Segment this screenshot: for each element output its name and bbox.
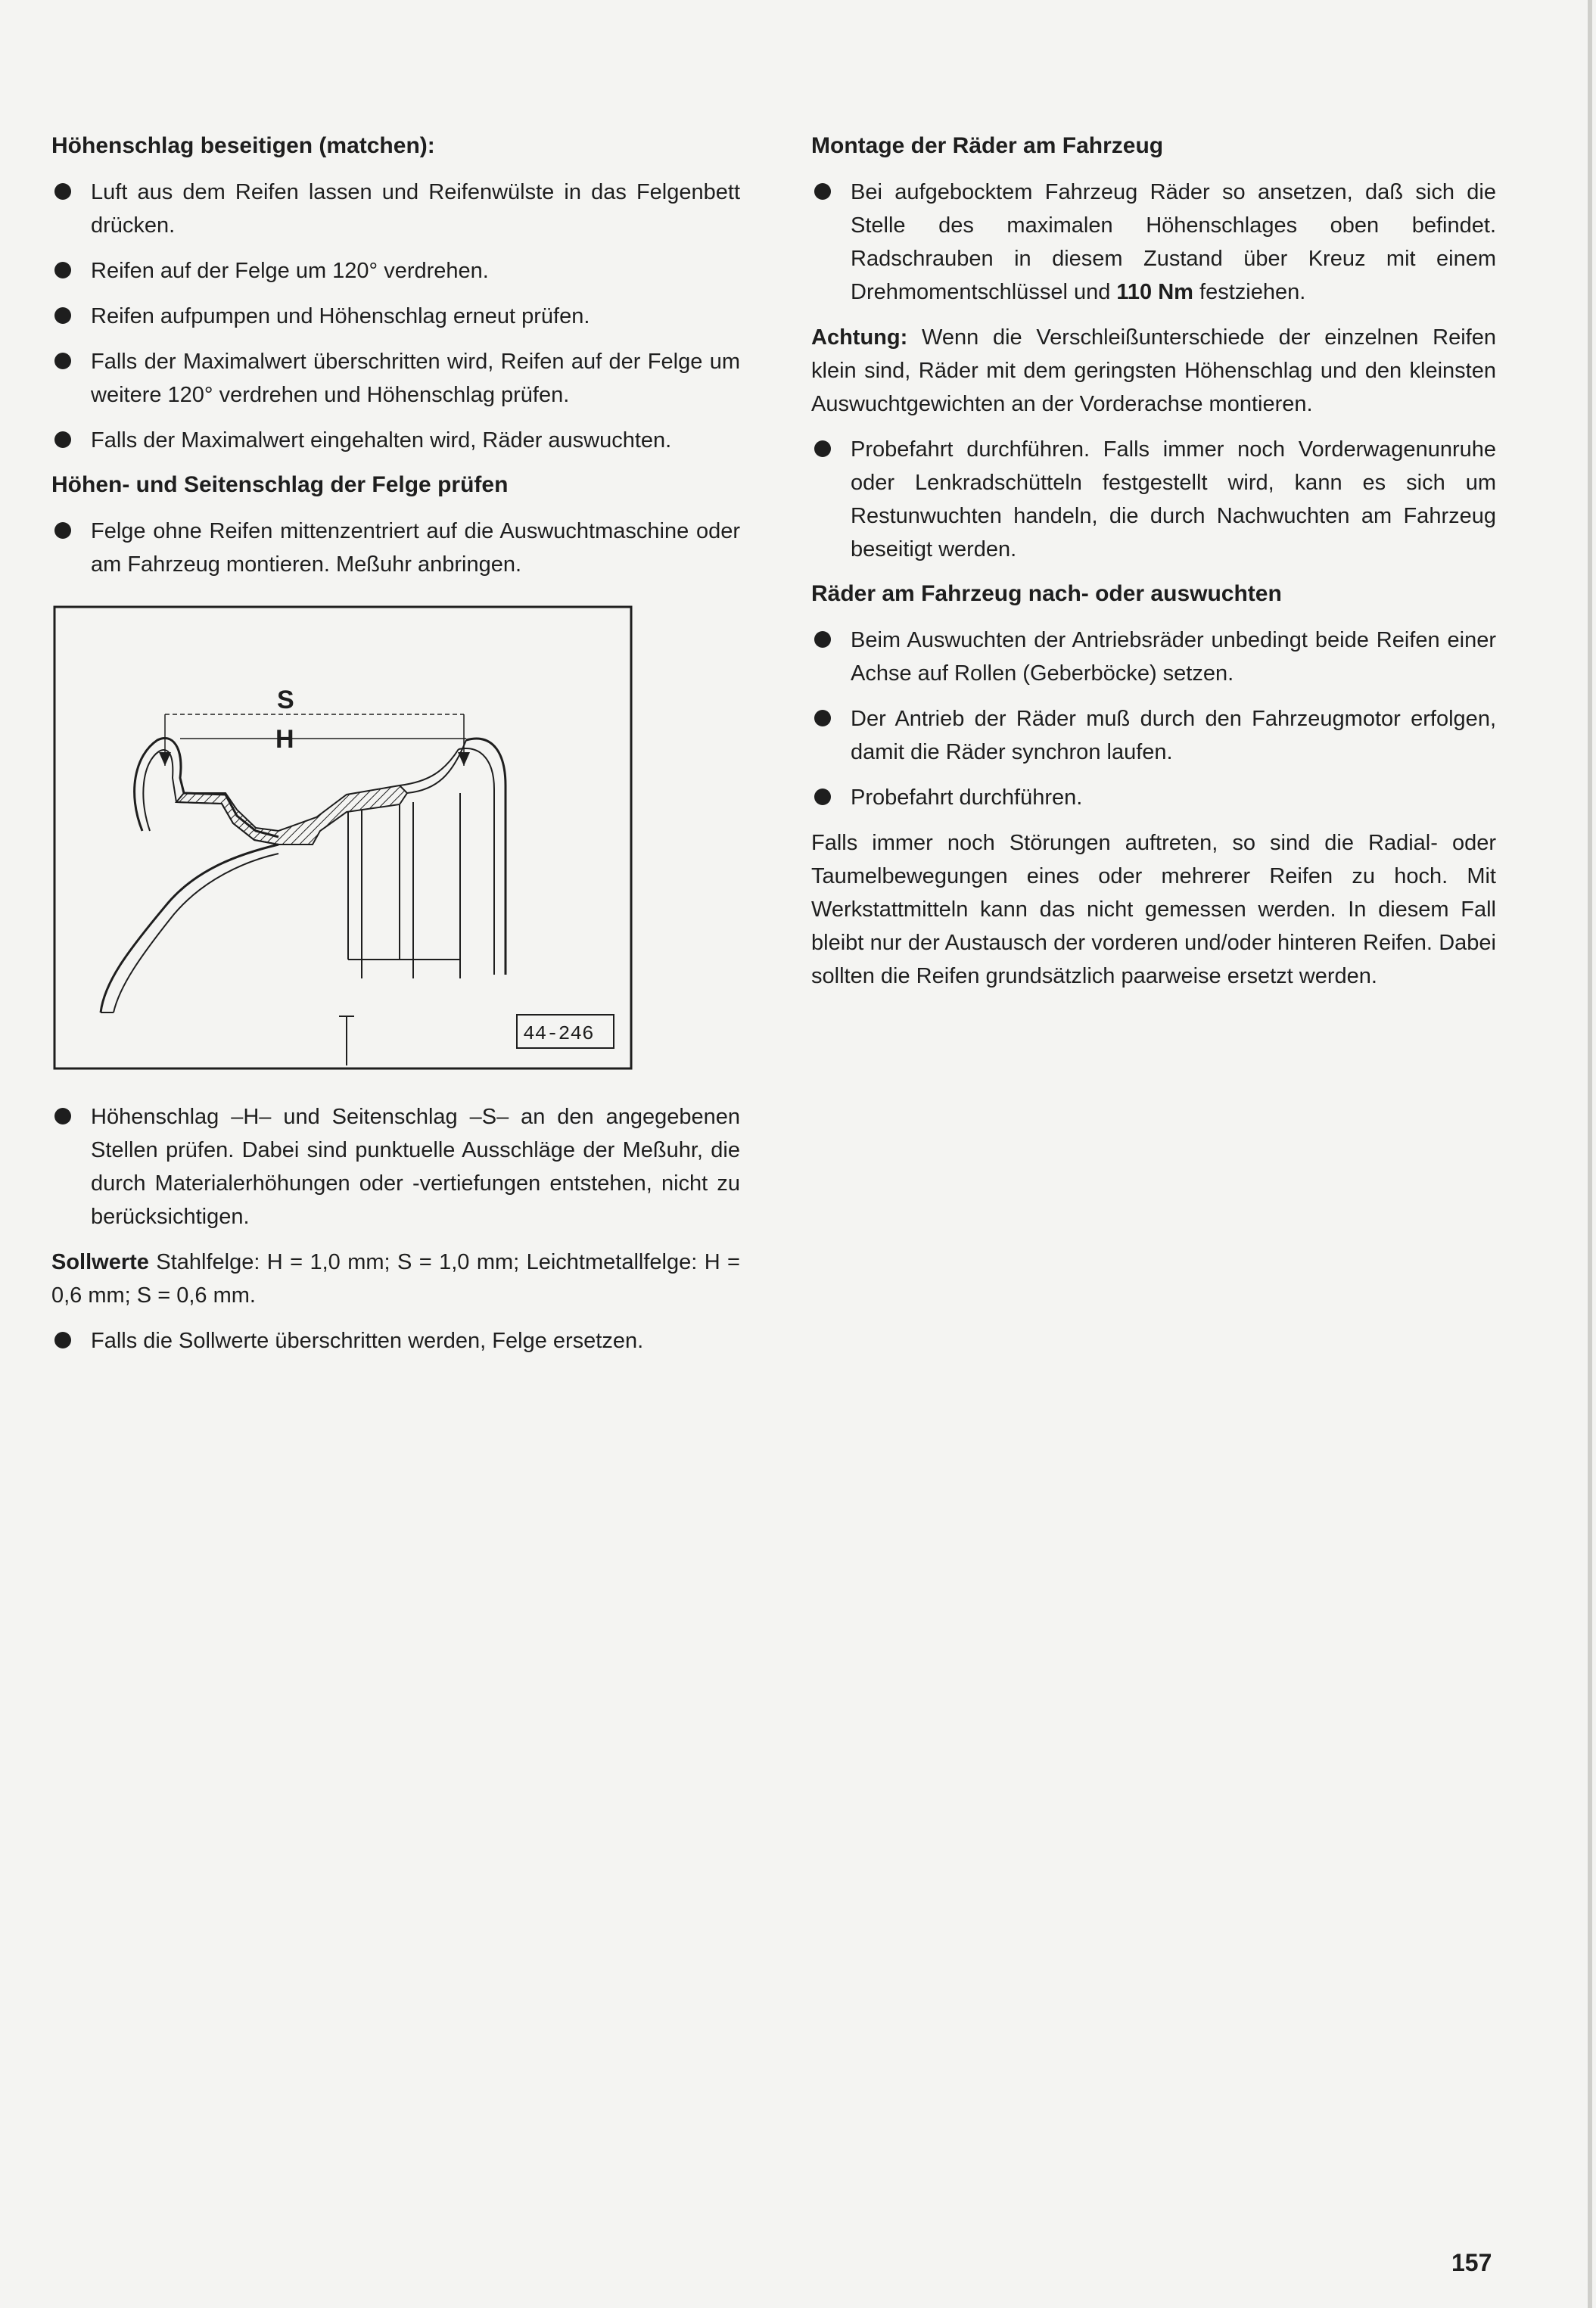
list-item: Bei aufgebocktem Fahrzeug Räder so ansetzen, daß sich die Stelle des maximalen Höhenschlages oben befindet. Radschrauben in diesem Zustand über Kreuz mit einem Drehmomentschlüssel und 110 Nm festziehen. (811, 176, 1496, 309)
right-column (811, 121, 1496, 1005)
bullet-icon (54, 522, 71, 539)
closing-paragraph: Falls immer noch Störungen auftreten, so sind die Radial- oder Taumelbewegungen eines oder mehrerer Reifen zu hoch. Mit Werkstattmitteln kann das nicht gemessen werden. In diesem Fall bleibt nur der Austausch der vorderen und/oder hinteren Reifen. Dabei sollten die Reifen grundsätzlich paarweise ersetzt werden. (811, 831, 1496, 988)
list-item: Probefahrt durchführen. (811, 781, 1496, 814)
rim-runout-figure (51, 604, 634, 1072)
bullet-icon (54, 431, 71, 448)
label-h: H (275, 725, 294, 754)
bullet-icon (54, 353, 71, 369)
list-item: Falls der Maximalwert eingehalten wird, Räder auswuchten. (51, 424, 740, 457)
rim-cross-section-diagram (51, 604, 634, 1072)
bullet-icon (814, 789, 831, 805)
sollwerte-paragraph: Sollwerte Stahlfelge: H = 1,0 mm; S = 1,0 mm; Leichtmetallfelge: H = 0,6 mm; S = 0,6 mm. (51, 1250, 740, 1308)
list-item: Falls die Sollwerte überschritten werden, Felge ersetzen. (51, 1324, 740, 1358)
label-s: S (277, 686, 294, 714)
figure-number: 44-246 (523, 1022, 594, 1045)
list-item: Reifen auf der Felge um 120° verdrehen. (51, 254, 740, 288)
bullet-icon (54, 1108, 71, 1124)
bullet-icon (814, 440, 831, 457)
bullet-icon (54, 1332, 71, 1348)
list-item: Reifen aufpumpen und Höhenschlag erneut prüfen. (51, 300, 740, 333)
bullet-icon (54, 183, 71, 200)
bullet-icon (54, 262, 71, 278)
heading-hoehenschlag-beseitigen: Höhenschlag beseitigen (matchen): (51, 133, 435, 158)
list-item: Höhenschlag –H– und Seitenschlag –S– an den angegebenen Stellen prüfen. Dabei sind punktuelle Ausschläge der Meßuhr, die durch Materialerhöhungen oder -vertiefungen entstehen, nicht zu berücksichtigen. (51, 1100, 740, 1233)
left-column (51, 121, 740, 1370)
bullet-icon (814, 710, 831, 726)
list-item: Felge ohne Reifen mittenzentriert auf die Auswuchtmaschine oder am Fahrzeug montieren. Meßuhr anbringen. (51, 515, 740, 581)
list-item: Beim Auswuchten der Antriebsräder unbedingt beide Reifen einer Achse auf Rollen (Geberböcke) setzen. (811, 624, 1496, 690)
achtung-paragraph: Achtung: Wenn die Verschleißunterschiede der einzelnen Reifen klein sind, Räder mit dem geringsten Höhenschlag und den kleinsten Auswuchtgewichten an der Vorderachse montieren. (811, 325, 1496, 416)
heading-raeder-auswuchten: Räder am Fahrzeug nach- oder auswuchten (811, 581, 1282, 606)
list-item: Der Antrieb der Räder muß durch den Fahrzeugmotor erfolgen, damit die Räder synchron laufen. (811, 702, 1496, 769)
page-edge (1588, 0, 1592, 2308)
list-item: Falls der Maximalwert überschritten wird, Reifen auf der Felge um weitere 120° verdrehen und Höhenschlag prüfen. (51, 345, 740, 412)
bullet-icon (814, 183, 831, 200)
heading-montage-der-raeder: Montage der Räder am Fahrzeug (811, 133, 1164, 158)
list-item: Luft aus dem Reifen lassen und Reifenwülste in das Felgenbett drücken. (51, 176, 740, 242)
bullet-icon (54, 307, 71, 324)
bullet-icon (814, 631, 831, 648)
heading-felge-pruefen: Höhen- und Seitenschlag der Felge prüfen (51, 472, 509, 497)
page-number: 157 (1451, 2249, 1492, 2276)
list-item: Probefahrt durchführen. Falls immer noch Vorderwagenunruhe oder Lenkradschütteln festgestellt wird, kann es sich um Restunwuchten handeln, die durch Nachwuchten am Fahrzeug beseitigt werden. (811, 433, 1496, 566)
